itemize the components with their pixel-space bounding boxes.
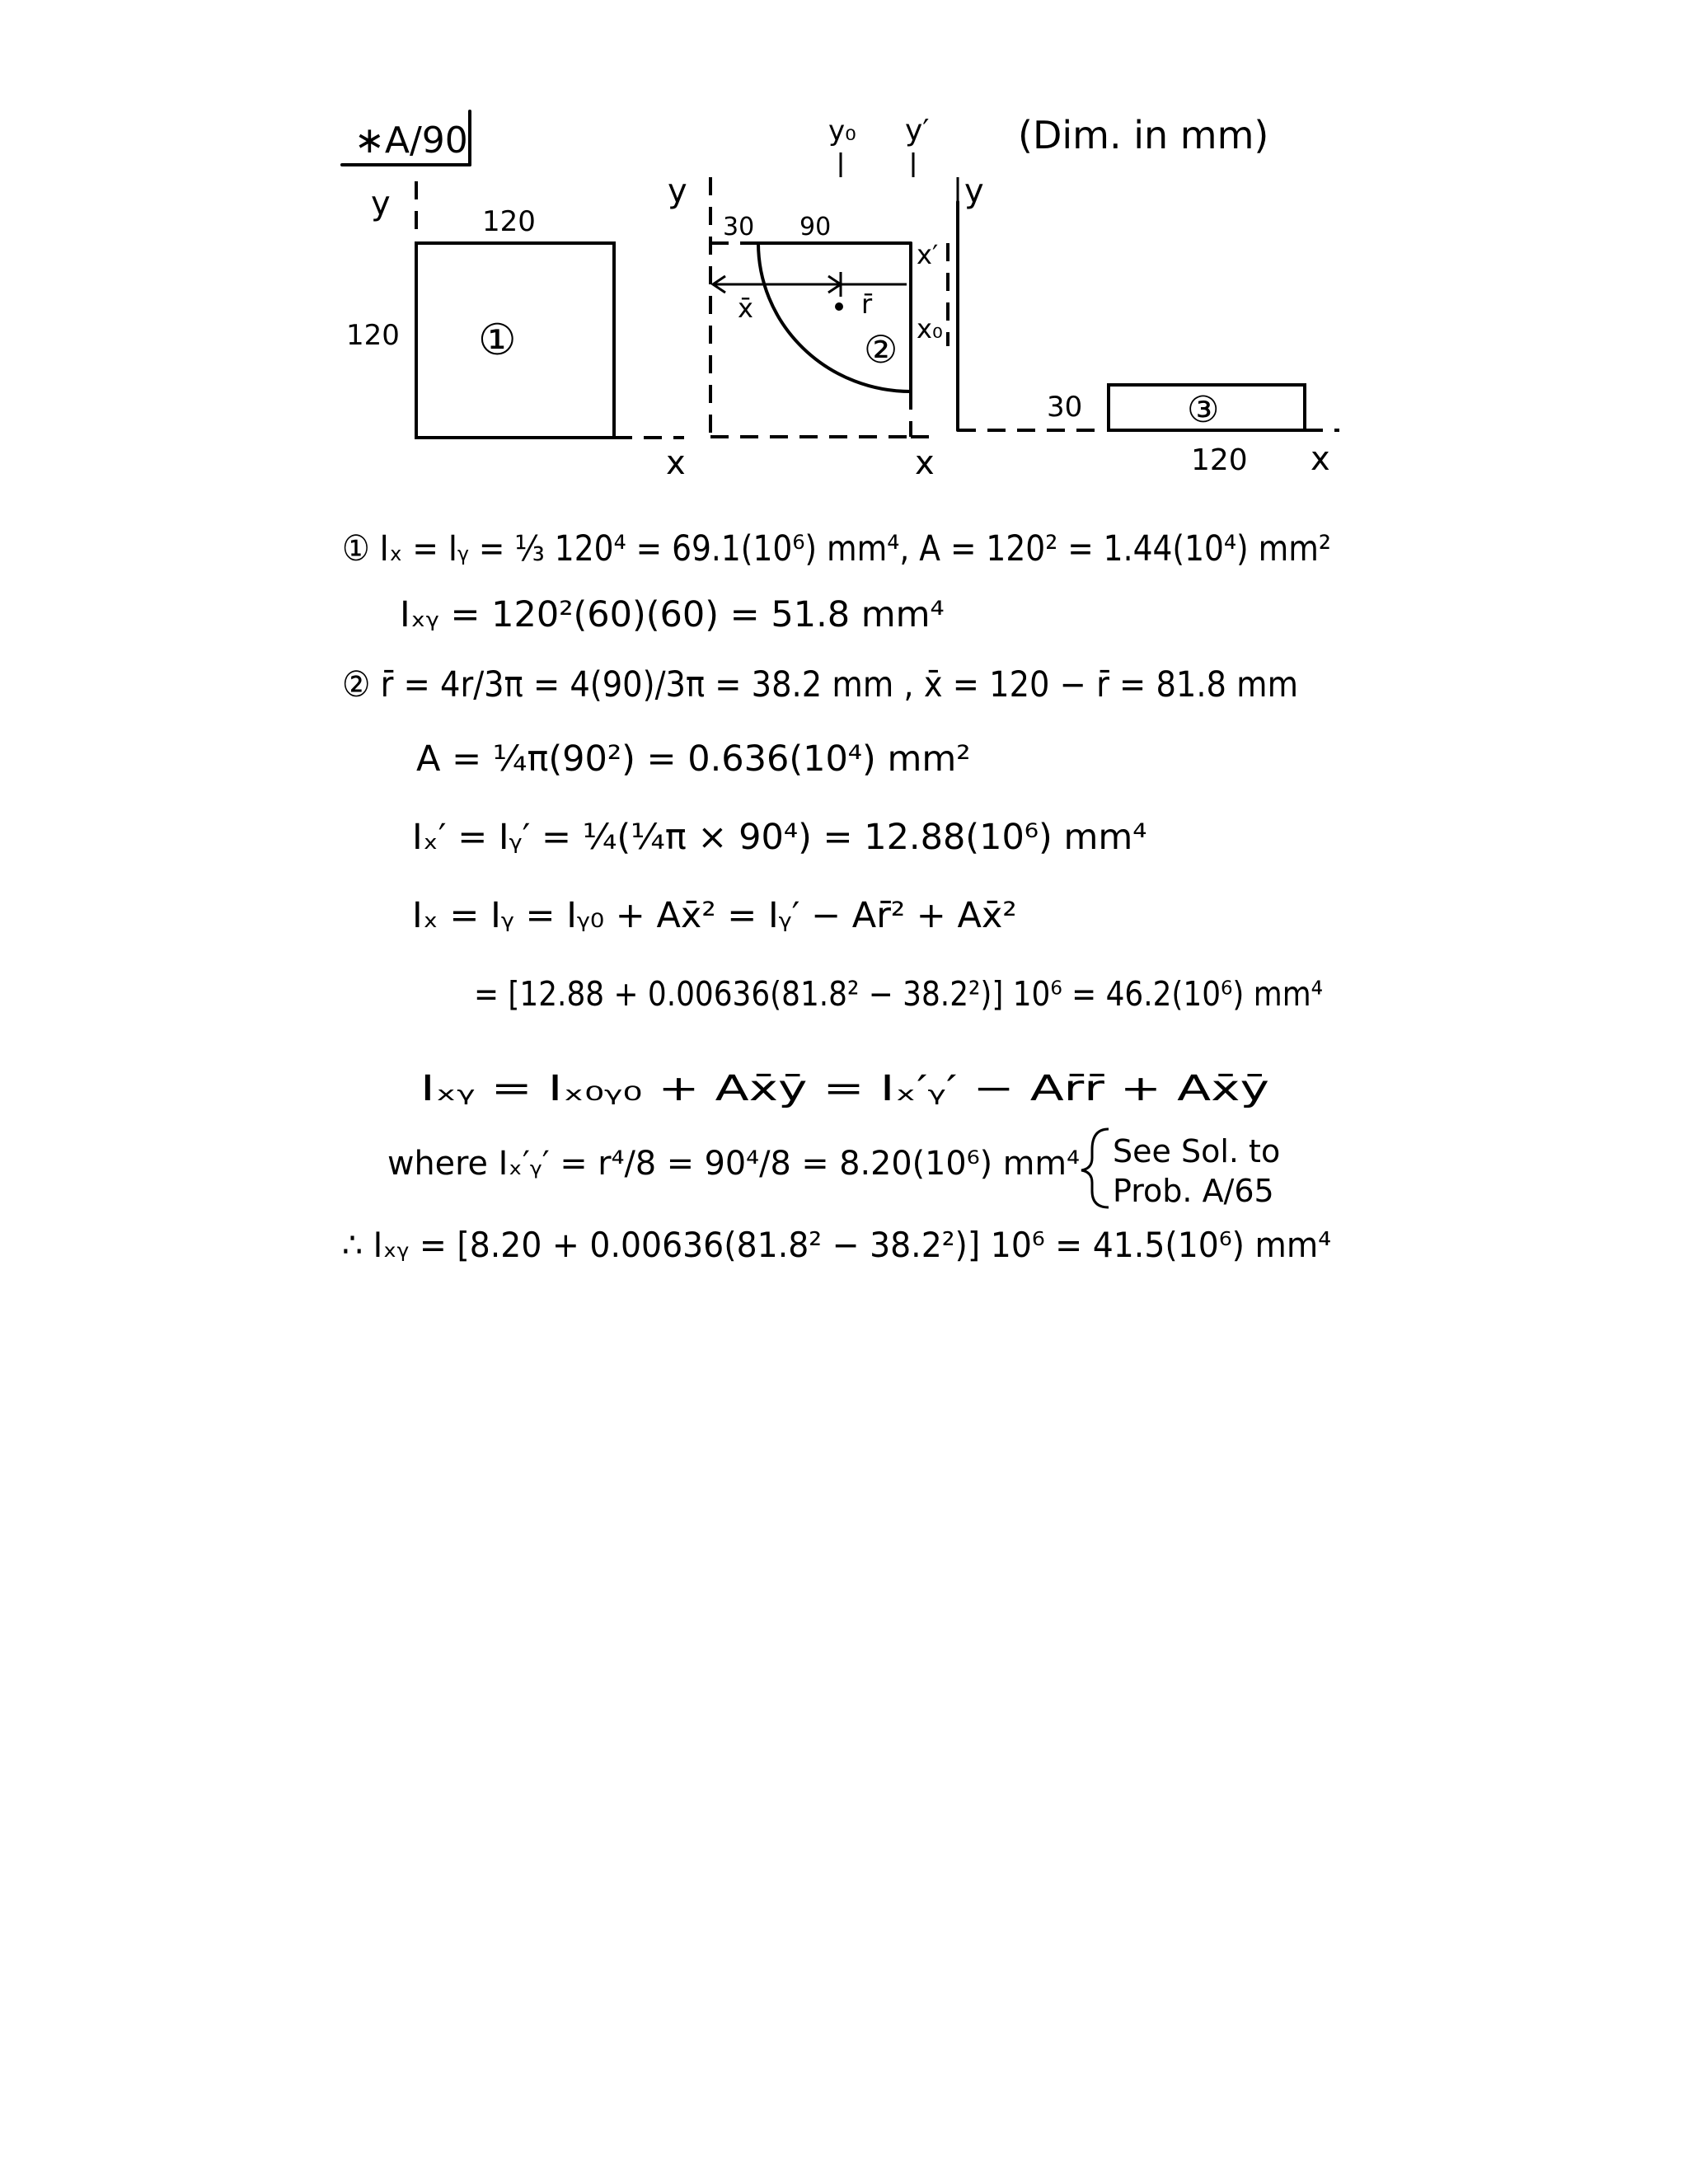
figure-part-2	[668, 114, 984, 482]
part2-yprime-axis: y′	[905, 114, 930, 148]
part2-y-right-axis: y	[964, 172, 984, 210]
part3-number: ③	[1187, 389, 1220, 431]
part3-x-axis: x	[1311, 440, 1330, 478]
equation-line: Iₓᵧ = Iₓ₀ᵧ₀ + Ax̄ȳ = Iₓ′ᵧ′ − Ar̄r̄ + Ax̄ȳ	[420, 1068, 1269, 1109]
equation-line: Iₓᵧ = 120²(60)(60) = 51.8 mm⁴	[400, 594, 945, 635]
part2-number: ②	[864, 327, 898, 372]
part2-rbar-label: r̄	[861, 288, 873, 320]
problem-header	[342, 111, 1268, 165]
figure-part-3	[958, 202, 1339, 478]
equations	[342, 528, 1331, 1265]
part1-height-label: 120	[346, 319, 400, 352]
part2-x-axis: x	[915, 444, 935, 482]
equation-line: ① Iₓ = Iᵧ = ⅓ 120⁴ = 69.1(10⁶) mm⁴, A = 120² = 1.44(10⁴) mm²	[342, 528, 1331, 569]
part2-centroid	[835, 302, 843, 311]
equation-line: A = ¼π(90²) = 0.636(10⁴) mm²	[416, 738, 971, 780]
equation-line: = [12.88 + 0.00636(81.8² − 38.2²)] 10⁶ = 46.2(10⁶) mm⁴	[474, 974, 1323, 1014]
part2-y-axis: y	[668, 172, 687, 210]
equation-line: where Iₓ′ᵧ′ = r⁴/8 = 90⁴/8 = 8.20(10⁶) mm⁴	[387, 1145, 1080, 1183]
units-note: (Dim. in mm)	[1018, 113, 1269, 157]
part1-y-axis: y	[371, 185, 391, 223]
part1-width-label: 120	[482, 205, 536, 238]
part3-height-label: 30	[1047, 391, 1083, 424]
equation-line: Iₓ′ = Iᵧ′ = ¼(¼π × 90⁴) = 12.88(10⁶) mm⁴	[412, 817, 1147, 858]
reference-note-1: See Sol. to	[1113, 1133, 1281, 1169]
brace	[1081, 1129, 1109, 1207]
figure-part-1	[346, 181, 686, 482]
equation-line: Iₓ = Iᵧ = Iᵧ₀ + Ax̄² = Iᵧ′ − Ar̄² + Ax̄²	[412, 895, 1017, 936]
part2-dim-90: 90	[799, 213, 832, 241]
part1-number: ①	[478, 316, 517, 365]
equation-line: ② r̄ = 4r/3π = 4(90)/3π = 38.2 mm , x̄ = 120 − r̄ = 81.8 mm	[342, 664, 1298, 705]
part3-width-label: 120	[1191, 443, 1248, 477]
part2-xbar-label: x̄	[738, 293, 753, 324]
part2-y0-axis: y₀	[828, 115, 856, 148]
part2-xprime-label: x′	[917, 239, 939, 270]
part2-x0-label: x₀	[917, 313, 943, 344]
equation-line: ∴ Iₓᵧ = [8.20 + 0.00636(81.8² − 38.2²)] 10⁶ = 41.5(10⁶) mm⁴	[342, 1225, 1331, 1265]
problem-label: ∗A/90	[354, 120, 468, 162]
part2-dim-30: 30	[723, 213, 755, 241]
reference-note-2: Prob. A/65	[1113, 1173, 1274, 1209]
part1-x-axis: x	[666, 444, 686, 482]
